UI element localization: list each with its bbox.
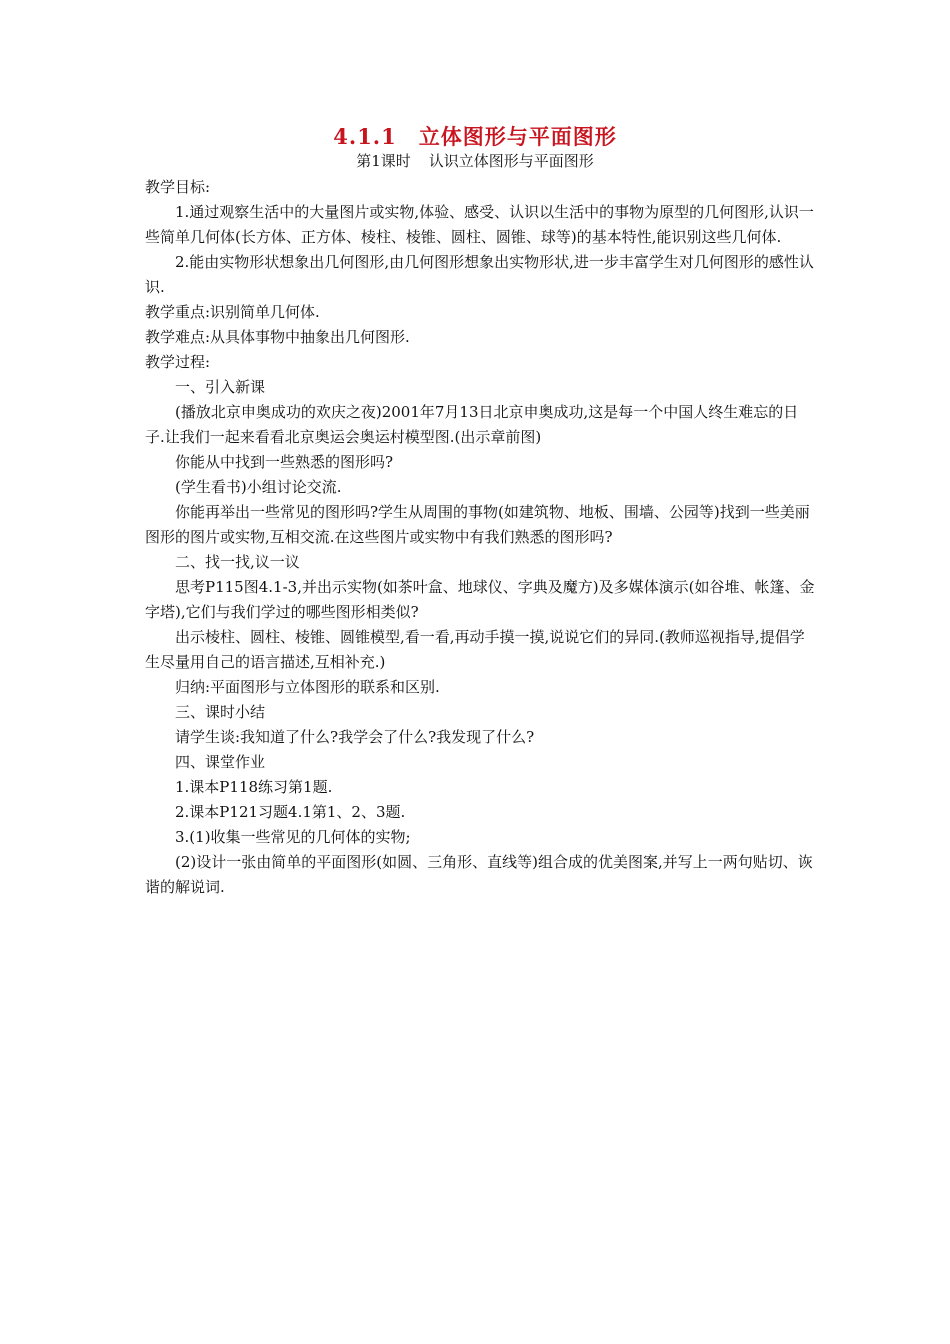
- title-text: 立体图形与平面图形: [418, 124, 617, 149]
- subtitle-topic: 认识立体图形与平面图形: [428, 152, 594, 170]
- paragraph: 1.课本P118练习第1题.: [175, 778, 333, 796]
- paragraph: 你能再举出一些常见的图形吗?学生从周围的事物(如建筑物、地板、围墙、公园等)找到一些美丽图形的图片或实物,互相交流.在这些图片或实物中有我们熟悉的图形吗?: [145, 503, 810, 546]
- paragraph: 四、课堂作业: [175, 753, 266, 771]
- paragraph: 教学过程:: [145, 353, 211, 371]
- paragraph: 一、引入新课: [175, 378, 266, 396]
- paragraph: 教学目标:: [145, 178, 211, 196]
- title-number: 4.1.1: [333, 124, 397, 149]
- paragraph: 3.(1)收集一些常见的几何体的实物;: [175, 828, 411, 846]
- paragraph: 教学重点:识别简单几何体.: [145, 303, 320, 321]
- paragraph: 1.通过观察生活中的大量图片或实物,体验、感受、认识以生活中的事物为原型的几何图形,认识一些简单几何体(长方体、正方体、棱柱、棱锥、圆柱、圆锥、球等)的基本特性,能识别这些几何体.: [145, 203, 814, 246]
- paragraph: 教学难点:从具体事物中抽象出几何图形.: [145, 328, 410, 346]
- paragraph: (播放北京申奥成功的欢庆之夜)2001年7月13日北京申奥成功,这是每一个中国人终生难忘的日子.让我们一起来看看北京奥运会奥运村模型图.(出示章前图): [145, 403, 799, 446]
- document-body: [145, 175, 815, 900]
- paragraph: 出示棱柱、圆柱、棱锥、圆锥模型,看一看,再动手摸一摸,说说它们的异同.(教师巡视指导,提倡学生尽量用自己的语言描述,互相补充.): [145, 628, 805, 671]
- paragraph: 思考P115图4.1-3,并出示实物(如茶叶盒、地球仪、字典及魔方)及多媒体演示(如谷堆、帐篷、金字塔),它们与我们学过的哪些图形相类似?: [145, 578, 815, 621]
- paragraph: (学生看书)小组讨论交流.: [175, 478, 342, 496]
- paragraph: 二、找一找,议一议: [175, 553, 300, 571]
- document-title: [0, 122, 950, 152]
- paragraph: 2.课本P121习题4.1第1、2、3题.: [175, 803, 406, 821]
- paragraph: (2)设计一张由简单的平面图形(如圆、三角形、直线等)组合成的优美图案,并写上一两句贴切、诙谐的解说词.: [145, 853, 813, 896]
- paragraph: 请学生谈:我知道了什么?我学会了什么?我发现了什么?: [175, 728, 535, 746]
- document-subtitle: [0, 150, 950, 172]
- subtitle-lesson: 第1课时: [356, 152, 411, 170]
- paragraph: 归纳:平面图形与立体图形的联系和区别.: [175, 678, 440, 696]
- paragraph: 你能从中找到一些熟悉的图形吗?: [175, 453, 394, 471]
- paragraph: 三、课时小结: [175, 703, 266, 721]
- paragraph: 2.能由实物形状想象出几何图形,由几何图形想象出实物形状,进一步丰富学生对几何图形的感性认识.: [145, 253, 814, 296]
